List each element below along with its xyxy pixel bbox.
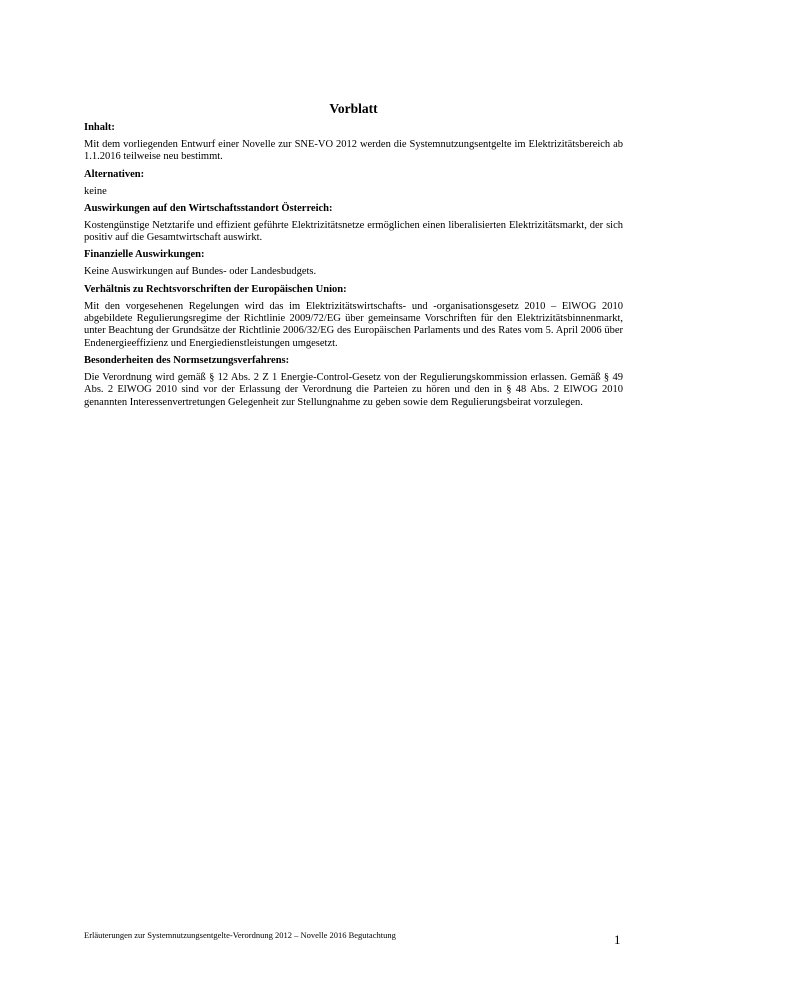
page-title: Vorblatt — [329, 101, 378, 116]
page-number: 1 — [614, 932, 621, 947]
page-footer: Erläuterungen zur Systemnutzungsentgelte-Verordnung 2012 – Novelle 2016 Begutachtung — [84, 930, 396, 940]
section-heading: Auswirkungen auf den Wirtschaftsstandort Österreich: — [84, 202, 333, 214]
section-body: Mit dem vorliegenden Entwurf einer Novelle zur SNE-VO 2012 werden die Systemnutzungsentgelte im Elektrizitätsbereich ab 1.1.2016 teilweise neu bestimmt. — [84, 139, 623, 163]
section-heading: Alternativen: — [84, 168, 145, 180]
section-body: Mit den vorgesehenen Regelungen wird das im Elektrizitätswirtschafts- und -organisationsgesetz 2010 – ElWOG 2010 abgebildete Regulierungsregime der Richtlinie 2009/72/EG über gemeinsame Vorschriften für den Elektrizitätsbinnenmarkt, unter Beachtung der Grundsätze der Richtlinie 2006/32/EG des Europäischen Parlaments und des Rates vom 5. April 2006 über Endenergieeffizienz und Energiedienstleistungen umgesetzt. — [84, 300, 623, 349]
section-body: Keine Auswirkungen auf Bundes- oder Landesbudgets. — [84, 266, 317, 278]
page-content — [84, 100, 623, 413]
section-heading: Inhalt: — [84, 122, 115, 133]
section-body: Die Verordnung wird gemäß § 12 Abs. 2 Z 1 Energie-Control-Gesetz von der Regulierungskommission erlassen. Gemäß § 49 Abs. 2 ElWOG 2010 sind vor der Erlassung der Verordnung die Parteien zu hören und den in § 48 Abs. 2 ElWOG 2010 genannten Interessenvertretungen Gelegenheit zur Stellungnahme zu geben sowie dem Regulierungsbeirat vorzulegen. — [84, 371, 623, 408]
section-eu-rechtsvorschriften — [84, 283, 623, 350]
section-heading: Finanzielle Auswirkungen: — [84, 249, 205, 261]
section-wirtschaftsstandort — [84, 202, 623, 245]
section-normsetzungsverfahren — [84, 354, 623, 409]
section-body: keine — [84, 185, 107, 197]
section-alternativen — [84, 168, 623, 198]
section-heading: Verhältnis zu Rechtsvorschriften der Europäischen Union: — [84, 283, 347, 295]
section-heading: Besonderheiten des Normsetzungsverfahrens: — [84, 354, 290, 366]
section-finanzielle-auswirkungen — [84, 248, 623, 278]
section-body: Kostengünstige Netztarife und effizient geführte Elektrizitätsnetze ermöglichen einen liberalisierten Elektrizitätsmarkt, der sich positiv auf die Gesamtwirtschaft auswirkt. — [84, 219, 623, 244]
section-inhalt — [84, 121, 623, 164]
